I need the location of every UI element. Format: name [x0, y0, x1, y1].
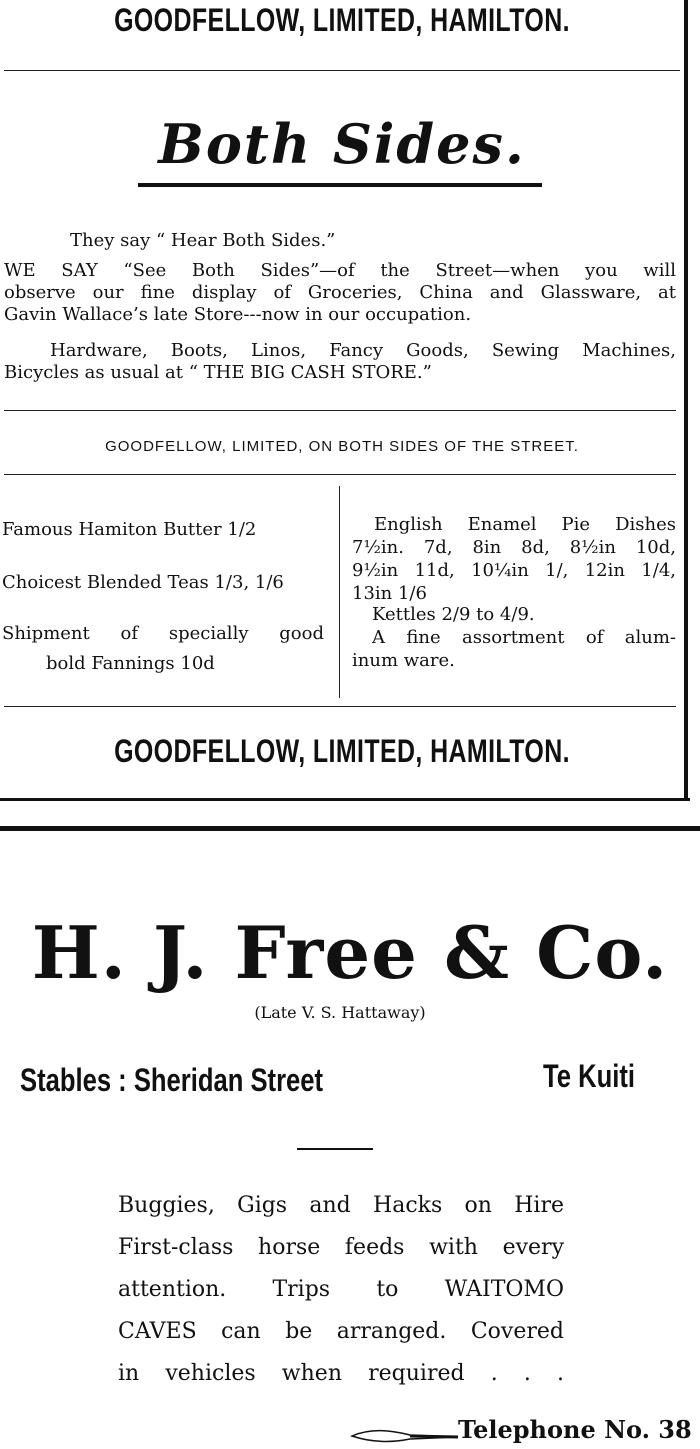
stables-address: Stables : Sheridan Street: [20, 1062, 324, 1098]
price-item: 7½in. 7d, 8in 8d, 8½in 10d,: [352, 537, 676, 558]
divider: [4, 474, 676, 475]
ad-footer: GOODFELLOW, LIMITED, HAMILTON.: [114, 733, 570, 769]
pointing-hand-icon: [350, 1428, 460, 1444]
street-line: GOODFELLOW, LIMITED, ON BOTH SIDES OF THE STREET.: [105, 438, 579, 455]
ad-border-right: [684, 0, 688, 800]
paragraph-line: Hardware, Boots, Linos, Fancy Goods, Sewing Machines,: [50, 340, 676, 361]
intro-line: They say “ Hear Both Sides.”: [70, 230, 336, 251]
telephone-number: Telephone No. 38: [458, 1415, 692, 1444]
price-item: bold Fannings 10d: [46, 653, 215, 674]
body-line: in vehicles when required . . .: [118, 1361, 564, 1386]
price-item: A fine assortment of alum-: [372, 627, 676, 648]
paragraph-line: Gavin Wallace’s late Store---now in our occupation.: [4, 304, 472, 325]
price-item: 13in 1/6: [352, 583, 427, 604]
divider: [4, 706, 676, 707]
price-item: Shipment of specially good: [2, 623, 324, 644]
price-item: Kettles 2/9 to 4/9.: [372, 604, 535, 625]
town-name: Te Kuiti: [543, 1058, 635, 1094]
body-line: First-class horse feeds with every: [118, 1235, 564, 1260]
divider: [4, 70, 680, 71]
price-item: 9½in 11d, 10¼in 1/, 12in 1/4,: [352, 560, 676, 581]
ad-border-bottom: [0, 798, 690, 801]
body-line: CAVES can be arranged. Covered: [118, 1319, 564, 1344]
price-item: Famous Hamiton Butter 1/2: [2, 519, 257, 540]
free-ad-subtitle: (Late V. S. Hattaway): [254, 1003, 426, 1022]
divider: [4, 410, 676, 411]
ad-header: GOODFELLOW, LIMITED, HAMILTON.: [114, 2, 570, 38]
column-divider: [339, 486, 340, 698]
paragraph-line: WE SAY “See Both Sides”—of the Street—when you will: [4, 260, 676, 281]
ad-title: Both Sides.: [158, 112, 526, 176]
free-ad-title: H. J. Free & Co.: [31, 910, 669, 995]
body-line: Buggies, Gigs and Hacks on Hire: [118, 1193, 564, 1218]
price-item: inum ware.: [352, 650, 455, 671]
price-item: English Enamel Pie Dishes: [374, 514, 676, 535]
paragraph-line: Bicycles as usual at “ THE BIG CASH STORE.”: [4, 362, 432, 383]
section-separator: [0, 826, 700, 831]
body-line: attention. Trips to WAITOMO: [118, 1277, 564, 1302]
price-item: Choicest Blended Teas 1/3, 1/6: [2, 572, 284, 593]
title-underline: [138, 183, 542, 187]
paragraph-line: observe our fine display of Groceries, China and Glassware, at: [4, 282, 676, 303]
short-divider: [297, 1148, 373, 1150]
